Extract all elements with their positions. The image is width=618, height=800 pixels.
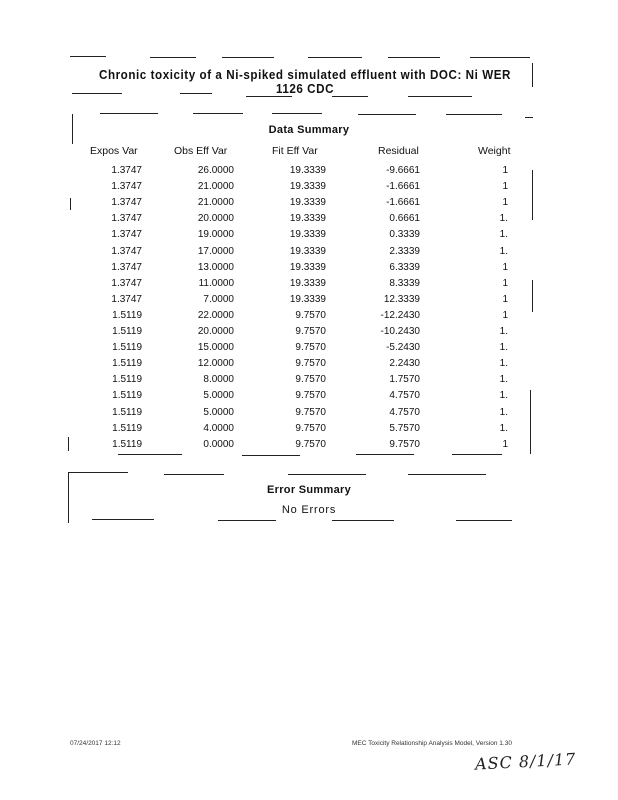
cell-weight: 1 — [502, 277, 508, 289]
cell-fit-eff-var: 19.3339 — [289, 181, 326, 193]
column-header-residual: Residual — [378, 145, 419, 157]
cell-residual: 0.6661 — [389, 213, 420, 225]
cell-obs-eff-var: 12.0000 — [197, 358, 234, 370]
cell-obs-eff-var: 0.0000 — [203, 438, 234, 450]
decorative-rule — [452, 454, 502, 455]
cell-residual: 0.3339 — [389, 229, 420, 241]
decorative-rule — [525, 117, 533, 118]
table-row — [0, 342, 618, 358]
cell-expos-var: 1.3747 — [111, 277, 142, 289]
cell-weight: 1. — [499, 374, 508, 386]
decorative-rule — [456, 520, 512, 521]
error-message: No Errors — [281, 504, 337, 516]
table-row — [0, 326, 618, 342]
cell-weight: 1 — [502, 309, 508, 321]
column-header-fit-eff-var: Fit Eff Var — [272, 145, 318, 157]
cell-residual: 1.7570 — [389, 374, 420, 386]
cell-residual: -1.6661 — [386, 197, 420, 209]
cell-expos-var: 1.5119 — [112, 326, 142, 337]
cell-expos-var: 1.5119 — [112, 342, 142, 354]
cell-obs-eff-var: 17.0000 — [197, 245, 234, 257]
cell-obs-eff-var: 13.0000 — [197, 261, 234, 273]
table-row — [0, 165, 618, 181]
cell-residual: 12.3339 — [383, 293, 420, 305]
table-row — [0, 181, 618, 197]
cell-expos-var: 1.5119 — [112, 422, 142, 434]
cell-residual: -10.2430 — [380, 326, 420, 337]
decorative-rule — [358, 114, 416, 115]
cell-fit-eff-var: 19.3339 — [289, 229, 326, 241]
cell-weight: 1. — [499, 213, 508, 225]
decorative-rule — [218, 520, 276, 521]
decorative-rule — [193, 113, 243, 114]
cell-obs-eff-var: 21.0000 — [197, 181, 234, 193]
cell-fit-eff-var: 9.7570 — [295, 358, 326, 370]
cell-residual: 9.7570 — [389, 438, 420, 450]
cell-obs-eff-var: 15.0000 — [197, 342, 234, 354]
column-header-expos-var: Expos Var — [90, 145, 138, 157]
table-row — [0, 407, 618, 423]
cell-weight: 1. — [499, 342, 508, 354]
cell-residual: 5.7570 — [389, 422, 420, 434]
cell-expos-var: 1.5119 — [112, 406, 142, 418]
decorative-rule — [100, 113, 158, 114]
cell-expos-var: 1.5119 — [112, 390, 142, 402]
cell-fit-eff-var: 19.3339 — [289, 165, 326, 176]
decorative-rule — [222, 57, 274, 58]
cell-fit-eff-var: 9.7570 — [295, 438, 326, 450]
decorative-rule — [408, 474, 486, 475]
cell-expos-var: 1.3747 — [111, 245, 142, 257]
table-row — [0, 246, 618, 262]
handwritten-signature: ASC 8/1/17 — [474, 749, 577, 774]
cell-weight: 1 — [502, 293, 508, 305]
table-row — [0, 197, 618, 213]
cell-obs-eff-var: 26.0000 — [197, 165, 234, 176]
decorative-rule — [242, 455, 300, 456]
decorative-rule — [288, 474, 366, 475]
cell-residual: -5.2430 — [386, 342, 420, 354]
cell-expos-var: 1.3747 — [111, 213, 142, 225]
cell-weight: 1 — [502, 181, 508, 193]
cell-expos-var: 1.5119 — [112, 374, 142, 386]
cell-fit-eff-var: 19.3339 — [289, 277, 326, 289]
cell-expos-var: 1.3747 — [111, 165, 142, 176]
cell-obs-eff-var: 20.0000 — [197, 213, 234, 225]
decorative-rule — [388, 57, 440, 58]
cell-obs-eff-var: 5.0000 — [203, 406, 234, 418]
decorative-rule — [470, 57, 530, 58]
cell-residual: -1.6661 — [386, 181, 420, 193]
table-row — [0, 213, 618, 229]
table-row — [0, 262, 618, 278]
decorative-rule — [356, 454, 414, 455]
cell-expos-var: 1.5119 — [112, 309, 142, 321]
table-row — [0, 294, 618, 310]
cell-weight: 1. — [499, 406, 508, 418]
cell-fit-eff-var: 19.3339 — [289, 197, 326, 209]
cell-fit-eff-var: 9.7570 — [295, 422, 326, 434]
decorative-rule — [532, 63, 533, 87]
table-row — [0, 390, 618, 406]
table-row — [0, 358, 618, 374]
cell-fit-eff-var: 9.7570 — [295, 326, 326, 337]
table-row — [0, 374, 618, 390]
cell-fit-eff-var: 19.3339 — [289, 261, 326, 273]
cell-obs-eff-var: 4.0000 — [203, 422, 234, 434]
cell-obs-eff-var: 11.0000 — [198, 277, 234, 289]
table-row — [0, 423, 618, 439]
print-date: 07/24/2017 12:12 — [70, 740, 121, 747]
cell-obs-eff-var: 22.0000 — [197, 309, 234, 321]
cell-residual: 4.7570 — [389, 390, 420, 402]
cell-weight: 1. — [499, 326, 508, 337]
cell-residual: -12.2430 — [380, 309, 420, 321]
cell-residual: 2.3339 — [389, 245, 420, 257]
cell-obs-eff-var: 19.0000 — [197, 229, 234, 241]
cell-fit-eff-var: 19.3339 — [289, 213, 326, 225]
cell-fit-eff-var: 9.7570 — [295, 342, 326, 354]
decorative-rule — [180, 93, 212, 94]
cell-weight: 1. — [499, 229, 508, 241]
column-header-weight: Weight — [478, 145, 511, 157]
cell-obs-eff-var: 5.0000 — [203, 390, 234, 402]
decorative-rule — [408, 96, 472, 97]
cell-expos-var: 1.5119 — [112, 438, 142, 450]
decorative-rule — [92, 519, 154, 520]
cell-weight: 1. — [499, 390, 508, 402]
decorative-rule — [308, 57, 362, 58]
cell-obs-eff-var: 7.0000 — [203, 293, 234, 305]
cell-fit-eff-var: 19.3339 — [289, 293, 326, 305]
decorative-rule — [118, 454, 182, 455]
decorative-rule — [446, 114, 502, 115]
decorative-rule — [150, 57, 196, 58]
cell-residual: 8.3339 — [389, 277, 420, 289]
cell-fit-eff-var: 9.7570 — [295, 374, 326, 386]
table-row — [0, 439, 618, 455]
cell-obs-eff-var: 8.0000 — [203, 374, 234, 386]
cell-residual: 4.7570 — [389, 406, 420, 418]
cell-residual: -9.6661 — [386, 165, 420, 176]
decorative-rule — [164, 474, 224, 475]
cell-expos-var: 1.3747 — [111, 229, 142, 241]
cell-expos-var: 1.3747 — [111, 197, 142, 209]
cell-weight: 1 — [502, 197, 508, 209]
error-summary-heading: Error Summary — [267, 484, 351, 496]
decorative-rule — [332, 520, 394, 521]
decorative-rule — [332, 96, 368, 97]
cell-expos-var: 1.5119 — [112, 358, 142, 370]
cell-obs-eff-var: 20.0000 — [197, 326, 234, 337]
cell-fit-eff-var: 9.7570 — [295, 309, 326, 321]
cell-residual: 2.2430 — [389, 358, 420, 370]
cell-weight: 1. — [499, 245, 508, 257]
cell-weight: 1. — [499, 358, 508, 370]
decorative-rule — [72, 93, 122, 94]
cell-expos-var: 1.3747 — [111, 261, 142, 273]
cell-weight: 1. — [499, 422, 508, 434]
cell-fit-eff-var: 19.3339 — [289, 245, 326, 257]
cell-weight: 1 — [502, 261, 508, 273]
cell-fit-eff-var: 9.7570 — [295, 406, 326, 418]
cell-weight: 1 — [502, 165, 508, 176]
decorative-rule — [272, 113, 322, 114]
decorative-rule — [246, 96, 292, 97]
decorative-rule — [68, 472, 128, 473]
report-title: Chronic toxicity of a Ni-spiked simulated effluent with DOC: Ni WER 1126 CDC — [98, 68, 511, 96]
column-header-obs-eff-var: Obs Eff Var — [174, 145, 228, 157]
table-row — [0, 278, 618, 294]
cell-fit-eff-var: 9.7570 — [295, 390, 326, 402]
table-row — [0, 229, 618, 245]
data-summary-heading: Data Summary — [268, 124, 350, 136]
cell-expos-var: 1.3747 — [111, 293, 142, 305]
cell-weight: 1 — [502, 438, 508, 450]
cell-expos-var: 1.3747 — [111, 181, 142, 193]
program-version: MEC Toxicity Relationship Analysis Model, Version 1.30 — [352, 740, 512, 747]
cell-residual: 6.3339 — [389, 261, 420, 273]
decorative-rule — [70, 56, 106, 57]
table-row — [0, 310, 618, 326]
cell-obs-eff-var: 21.0000 — [197, 197, 234, 209]
